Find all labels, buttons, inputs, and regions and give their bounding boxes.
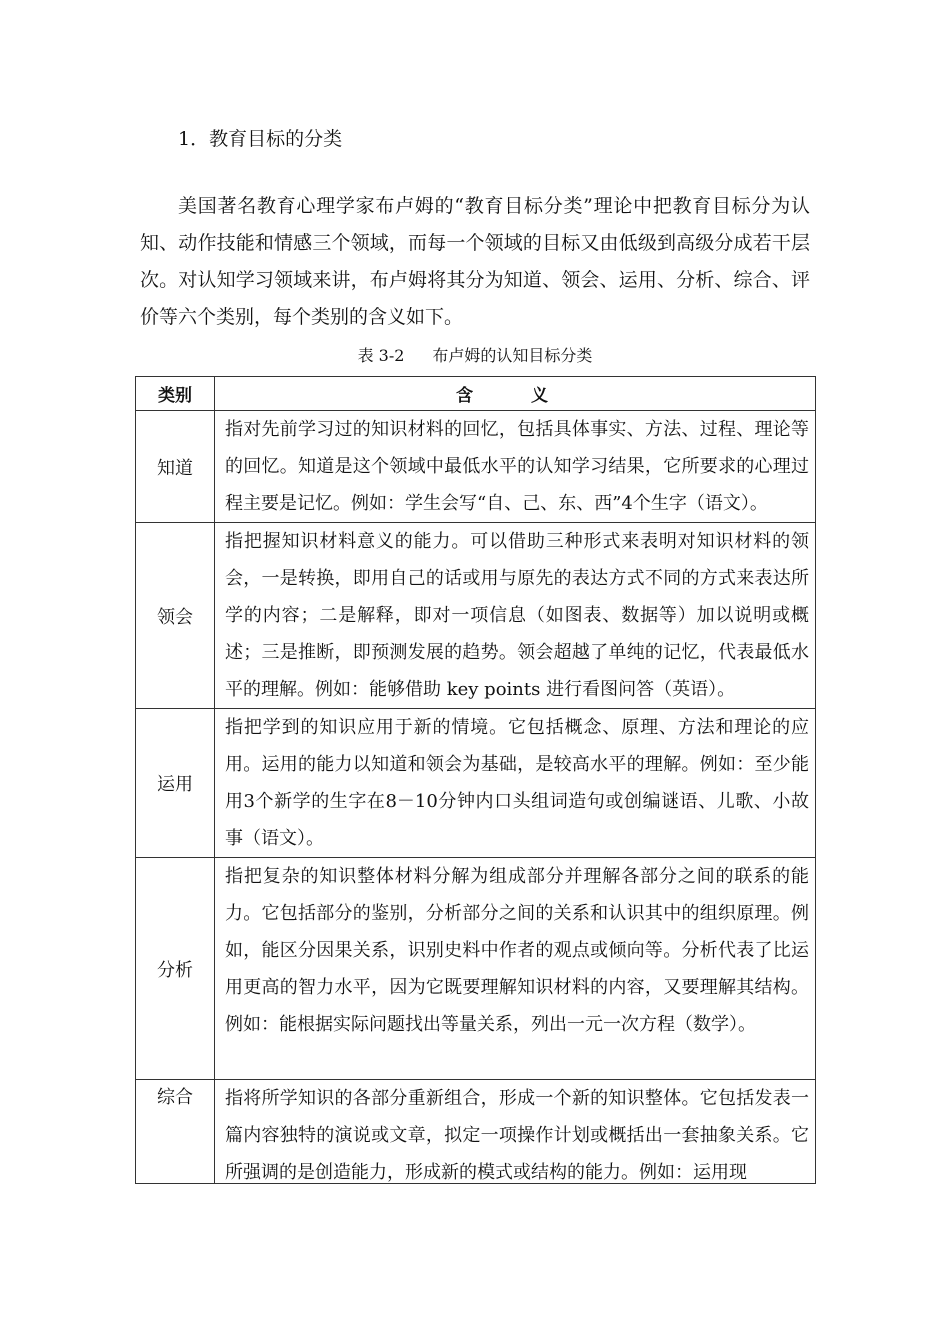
table-row [136, 411, 816, 523]
row-category: 领会 [136, 523, 215, 709]
intro-paragraph: 美国著名教育心理学家布卢姆的“教育目标分类”理论中把教育目标分为认知、动作技能和情感三个领域，而每一个领域的目标又由低级到高级分成若干层次。对认知学习领域来讲，布卢姆将其分为知道、领会、运用、分析、综合、评价等六个类别，每个类别的含义如下。 [140, 195, 810, 328]
row-category: 知道 [136, 411, 215, 523]
section-heading: 1．教育目标的分类 [178, 128, 343, 150]
table-row [136, 709, 816, 858]
table-row [136, 1080, 816, 1184]
table-row [136, 523, 816, 709]
row-category: 分析 [136, 858, 215, 1080]
row-meaning: 指对先前学习过的知识材料的回忆，包括具体事实、方法、过程、理论等的回忆。知道是这个领域中最低水平的认知学习结果，它所要求的心理过程主要是记忆。例如：学生会写“自、己、东、西”4个生字（语文）。 [215, 411, 816, 523]
header-meaning: 含 义 [215, 377, 816, 411]
row-category: 综合 [136, 1080, 215, 1184]
row-meaning: 指把复杂的知识整体材料分解为组成部分并理解各部分之间的联系的能力。它包括部分的鉴别，分析部分之间的关系和认识其中的组织原理。例如，能区分因果关系，识别史料中作者的观点或倾向等。分析代表了比运用更高的智力水平，因为它既要理解知识材料的内容，又要理解其结构。例如：能根据实际问题找出等量关系，列出一元一次方程（数学）。 [215, 858, 816, 1080]
table-row [136, 858, 816, 1080]
row-category: 运用 [136, 709, 215, 858]
table-header-row [136, 377, 816, 411]
table-caption [0, 343, 950, 366]
row-meaning: 指把握知识材料意义的能力。可以借助三种形式来表明对知识材料的领会，一是转换，即用自己的话或用与原先的表达方式不同的方式来表达所学的内容；二是解释，即对一项信息（如图表、数据等）加以说明或概述；三是推断，即预测发展的趋势。领会超越了单纯的记忆，代表最低水平的理解。例如：能够借助 key points 进行看图问答（英语）。 [215, 523, 816, 709]
row-meaning-cell [215, 1080, 816, 1184]
header-category: 类别 [136, 377, 215, 411]
cognitive-objectives-table [135, 376, 816, 1184]
table-title: 布卢姆的认知目标分类 [432, 346, 593, 365]
row-meaning: 指将所学知识的各部分重新组合，形成一个新的知识整体。它包括发表一篇内容独特的演说或文章，拟定一项操作计划或概括出一套抽象关系。它所强调的是创造能力，形成新的模式或结构的能力。例如：运用现 [225, 1088, 809, 1183]
row-meaning: 指把学到的知识应用于新的情境。它包括概念、原理、方法和理论的应用。运用的能力以知道和领会为基础，是较高水平的理解。例如：至少能用3个新学的生字在8－10分钟内口头组词造句或创编谜语、儿歌、小故事（语文）。 [215, 709, 816, 858]
table-number: 表 3-2 [357, 346, 405, 365]
